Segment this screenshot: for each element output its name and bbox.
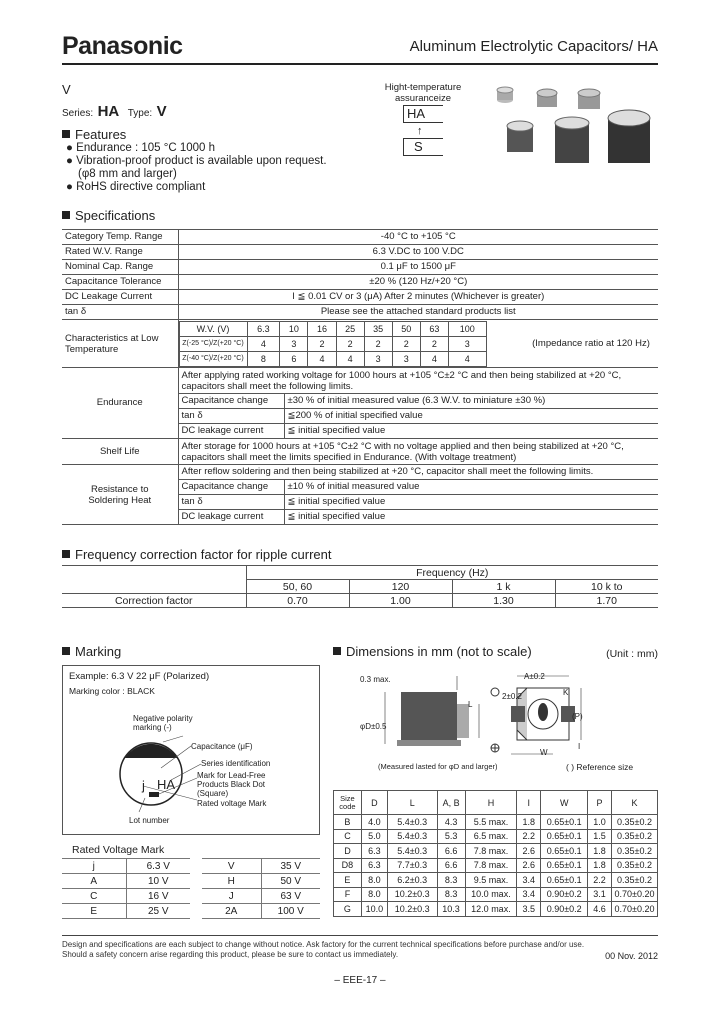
dim-label-d: φD±0.5 [360, 722, 387, 731]
table-row [62, 305, 658, 320]
table-row [62, 320, 658, 368]
dims-cell: 6.3 [361, 858, 387, 873]
dims-cell: 1.0 [588, 815, 612, 830]
dims-header: I [517, 791, 541, 815]
endurance-value: ≦ initial specified value [284, 424, 658, 439]
dims-cell: 0.35±0.2 [612, 844, 658, 859]
dims-cell: 5.4±0.3 [387, 829, 437, 844]
dims-header: K [612, 791, 658, 815]
dims-cell: 10.2±0.3 [387, 887, 437, 902]
wv-cell: 63 [420, 321, 448, 336]
rvm-code: A [62, 874, 126, 889]
tolerance-note: (Measured lasted for φD and larger) [378, 762, 498, 771]
capacitor-large-2-icon [608, 110, 650, 163]
dims-cell: 0.65±0.1 [541, 844, 588, 859]
dims-cell: 0.90±0.2 [541, 887, 588, 902]
section-bullet-icon [62, 647, 70, 655]
ratio-cell: 4 [336, 351, 364, 366]
dims-header: D [361, 791, 387, 815]
dimensions-heading-text: Dimensions in mm (not to scale) [346, 644, 532, 659]
document-title: Aluminum Electrolytic Capacitors/ HA [409, 38, 658, 55]
ratio-cell: 3 [448, 336, 486, 351]
dims-cell: 0.35±0.2 [612, 858, 658, 873]
dims-cell: 0.90±0.2 [541, 902, 588, 917]
footer-line-2: Should a safety concern arise regarding this product, please be sure to contact us immediately. [62, 950, 399, 959]
cap-value-mark: 22 [141, 759, 159, 776]
dim-label-b: A±0.2 [524, 672, 545, 681]
dims-cell: 8.3 [437, 873, 465, 888]
solder-key: DC leakage current [178, 510, 284, 525]
factor-cell: 1.70 [555, 594, 658, 608]
table-row [62, 465, 658, 480]
table-row [62, 904, 320, 919]
frequency-header: Frequency (Hz) [246, 566, 658, 580]
dims-cell: B [334, 815, 362, 830]
dims-cell: 1.8 [588, 858, 612, 873]
ratio-cell: 2 [364, 336, 392, 351]
capacitor-side-icon [401, 692, 457, 744]
dims-cell: 7.8 max. [465, 844, 517, 859]
spec-label: Category Temp. Range [62, 230, 178, 245]
wv-cell: 25 [336, 321, 364, 336]
frequency-cell: 10 k to [555, 580, 658, 594]
factor-label: Correction factor [62, 594, 246, 608]
wv-cell: 100 [448, 321, 486, 336]
solder-key: tan δ [178, 495, 284, 510]
dims-cell: 5.4±0.3 [387, 844, 437, 859]
dims-header: Size code [334, 791, 362, 815]
feature-item: ● Endurance : 105 °C 1000 h [66, 142, 216, 154]
spec-value: -40 °C to +105 °C [178, 230, 658, 245]
dims-cell: 10.0 [361, 902, 387, 917]
dims-cell: G [334, 902, 362, 917]
dims-cell: 0.70±0.20 [612, 887, 658, 902]
endurance-intro-1: After applying rated working voltage for 1000 hours at +105 °C±2 °C and then being stabilized at +20 °C, [181, 369, 622, 381]
endurance-intro [178, 368, 658, 394]
capacitor-small-1-icon [497, 87, 513, 103]
features-heading-text: Features [75, 127, 127, 142]
dims-cell: 2.6 [517, 858, 541, 873]
dims-cell: 3.4 [517, 887, 541, 902]
wv-cell: 10 [280, 321, 308, 336]
reference-note: ( ) Reference size [566, 762, 634, 772]
dims-header: L [387, 791, 437, 815]
dims-cell: 4.3 [437, 815, 465, 830]
ratio-cell: 2 [336, 336, 364, 351]
dims-cell: F [334, 887, 362, 902]
dims-cell: D [334, 844, 362, 859]
table-row [62, 889, 320, 904]
spec-value: ±20 % (120 Hz/+20 °C) [178, 275, 658, 290]
dims-cell: 0.65±0.1 [541, 873, 588, 888]
solder-intro: After reflow soldering and then being stabilized at +20 °C, capacitor shall meet the following limits. [178, 465, 658, 480]
rated-voltage-table [62, 858, 320, 919]
wv-cell: 6.3 [247, 321, 280, 336]
table-row [334, 844, 658, 859]
section-bullet-icon [333, 647, 341, 655]
ratio-cell: 3 [280, 336, 308, 351]
table-row [179, 351, 486, 366]
feature-text: Vibration-proof product is available upon request. [76, 155, 327, 167]
frequency-heading-text: Frequency correction factor for ripple current [75, 547, 332, 562]
table-row [334, 887, 658, 902]
product-type: V [62, 82, 71, 97]
table-row [334, 873, 658, 888]
marking-heading-text: Marking [75, 644, 122, 659]
ratio-cell: 8 [247, 351, 280, 366]
rated-mark-label: Rated voltage Mark [197, 799, 267, 808]
solder-value: ≦ initial specified value [284, 510, 658, 525]
ratio-cell: 6 [280, 351, 308, 366]
ratio-cell: 4 [420, 351, 448, 366]
dims-cell: 2.2 [517, 829, 541, 844]
dims-header: H [465, 791, 517, 815]
table-row [179, 336, 486, 351]
lead-free-dot-icon [149, 792, 159, 797]
marking-heading [62, 644, 121, 659]
dims-cell: 2.2 [588, 873, 612, 888]
dims-cell: 3.4 [517, 873, 541, 888]
feature-text: Endurance : 105 °C 1000 h [76, 142, 216, 154]
feature-text: (φ8 mm and larger) [78, 168, 177, 180]
dims-cell: 0.35±0.2 [612, 829, 658, 844]
dim-label-p: (P) [572, 712, 583, 721]
ratio-cell: 2 [308, 336, 336, 351]
wv-cell: 50 [392, 321, 420, 336]
shelf-text-2: capacitors shall meet the limits specified in Endurance. (With voltage treatment) [181, 451, 517, 463]
section-bullet-icon [62, 211, 70, 219]
dims-cell: 6.3 [361, 844, 387, 859]
solder-label [62, 465, 178, 525]
dims-cell: 1.8 [588, 844, 612, 859]
frequency-cell: 120 [349, 580, 452, 594]
feature-item: ● Vibration-proof product is available upon request. [66, 155, 327, 167]
dims-cell: 7.8 max. [465, 858, 517, 873]
table-row [334, 902, 658, 917]
dims-cell: 1.5 [588, 829, 612, 844]
ratio-cell: 4 [247, 336, 280, 351]
rated-voltage-heading: Rated Voltage Mark [72, 844, 165, 856]
leadfree-3: (Square) [197, 789, 229, 798]
header-divider [62, 63, 658, 65]
impedance-note: (Impedance ratio at 120 Hz) [524, 320, 658, 368]
dims-cell: 5.3 [437, 829, 465, 844]
table-row [62, 859, 320, 874]
diagram-title-1: Hight-temperature [384, 82, 462, 93]
dims-cell: 6.5 max. [465, 829, 517, 844]
page-number: – EEE-17 – [334, 975, 386, 986]
dims-cell: 6.6 [437, 858, 465, 873]
specifications-heading-text: Specifications [75, 208, 156, 223]
lowtemp-label: Characteristics at Low Temperature [62, 320, 178, 368]
rvm-voltage: 16 V [126, 889, 190, 904]
spec-label: Nominal Cap. Range [62, 260, 178, 275]
solder-label-2: Soldering Heat [88, 494, 152, 506]
table-row [62, 260, 658, 275]
footer-divider [62, 935, 658, 936]
dims-cell: 8.3 [437, 887, 465, 902]
type-label: Type: [127, 108, 153, 119]
ratio-cell: 4 [448, 351, 486, 366]
table-row [62, 439, 658, 465]
table-row [62, 275, 658, 290]
type-value: V [156, 103, 167, 120]
dim-label-a: 0.3 max. [360, 675, 391, 684]
product-photo [485, 78, 660, 173]
spec-label: DC Leakage Current [62, 290, 178, 305]
shelf-text-1: After storage for 1000 hours at +105 °C±2 °C with no voltage applied and then being stabilized at +20 °C, [181, 440, 624, 452]
endurance-value: ±30 % of initial measured value (6.3 W.V. to miniature ±30 %) [284, 394, 658, 409]
feature-text: RoHS directive compliant [76, 181, 206, 193]
shelf-text [178, 439, 658, 465]
endurance-label: Endurance [62, 368, 178, 439]
spec-value: 6.3 V.DC to 100 V.DC [178, 245, 658, 260]
dims-cell: 4.6 [588, 902, 612, 917]
dims-cell: 12.0 max. [465, 902, 517, 917]
section-bullet-icon [62, 550, 70, 558]
factor-cell: 0.70 [246, 594, 349, 608]
rvm-code: C [62, 889, 126, 904]
dims-cell: 0.70±0.20 [612, 902, 658, 917]
brand-logo: Panasonic [62, 32, 183, 60]
feature-item: ● RoHS directive compliant [66, 181, 206, 193]
endurance-key: Capacitance change [178, 394, 284, 409]
dims-cell: D8 [334, 858, 362, 873]
footer-date: 00 Nov. 2012 [605, 951, 658, 961]
section-bullet-icon [62, 130, 70, 138]
footer-notice [62, 940, 584, 960]
shelf-label: Shelf Life [62, 439, 178, 465]
table-row [62, 368, 658, 394]
specifications-table [62, 229, 658, 525]
dims-cell: 7.7±0.3 [387, 858, 437, 873]
dims-header: A, B [437, 791, 465, 815]
dimensions-table [333, 790, 658, 917]
table-row [334, 791, 658, 815]
dims-cell: 0.35±0.2 [612, 873, 658, 888]
leadfree-2: Products Black Dot [197, 780, 266, 789]
spec-label: Capacitance Tolerance [62, 275, 178, 290]
spec-value: 0.1 μF to 1500 μF [178, 260, 658, 275]
feature-item [66, 168, 327, 181]
lowtemp-table [179, 321, 487, 367]
series-line [62, 103, 167, 121]
rvm-voltage: 25 V [126, 904, 190, 919]
rvm-code: E [62, 904, 126, 919]
dims-cell: 0.65±0.1 [541, 858, 588, 873]
dim-label-k: K [563, 688, 569, 697]
table-row [62, 230, 658, 245]
solder-key: Capacitance change [178, 480, 284, 495]
wv-cell: 16 [308, 321, 336, 336]
rvm-code: j [62, 859, 126, 874]
factor-cell: 1.30 [452, 594, 555, 608]
rvm-voltage: 6.3 V [126, 859, 190, 874]
dims-cell: 8.0 [361, 887, 387, 902]
dims-cell: 2.6 [517, 844, 541, 859]
dims-cell: 9.5 max. [465, 873, 517, 888]
dims-cell: 5.5 max. [465, 815, 517, 830]
leadfree-1: Mark for Lead-Free [197, 771, 266, 780]
dims-cell: 6.2±0.3 [387, 873, 437, 888]
frequency-table [62, 565, 658, 608]
dims-cell: 5.0 [361, 829, 387, 844]
lot-number-label: Lot number [129, 816, 170, 825]
wv-label: W.V. (V) [179, 321, 247, 336]
series-label: Series: [62, 108, 94, 119]
capacitor-large-1-icon [555, 117, 589, 163]
series-id-label: Series identification [201, 759, 271, 768]
specifications-heading [62, 208, 155, 223]
dims-cell: 10.3 [437, 902, 465, 917]
ratio-cell: 2 [420, 336, 448, 351]
features-heading [62, 127, 126, 142]
spec-value: Please see the attached standard products list [178, 305, 658, 320]
rvm-code: J [202, 889, 261, 904]
marking-color: Marking color : BLACK [69, 686, 155, 696]
dims-cell: 6.6 [437, 844, 465, 859]
rvm-code: 2A [202, 904, 261, 919]
arrow-up-icon: ↑ [417, 125, 423, 137]
volt-code-mark: j [142, 778, 145, 793]
dims-cell: C [334, 829, 362, 844]
dim-label-l: L [468, 700, 473, 709]
table-row [334, 829, 658, 844]
ratio-cell: 3 [392, 351, 420, 366]
frequency-cell: 1 k [452, 580, 555, 594]
ratio-cell: 3 [364, 351, 392, 366]
capacitor-small-3-icon [578, 89, 600, 109]
dim-label-w: W [540, 748, 548, 757]
table-row [62, 566, 658, 580]
capacitance-label: Capacitance (μF) [191, 742, 253, 751]
series-diagram [368, 82, 478, 104]
series-code-mark: HA [157, 777, 176, 792]
rvm-code: V [202, 859, 261, 874]
dims-cell: 5.4±0.3 [387, 815, 437, 830]
dims-cell: 10.0 max. [465, 887, 517, 902]
features-list [66, 142, 327, 194]
table-row [179, 321, 486, 336]
frequency-cell: 50, 60 [246, 580, 349, 594]
dims-cell: 0.35±0.2 [612, 815, 658, 830]
ratio-label: Z(-40 °C)/Z(+20 °C) [179, 351, 247, 366]
dimensions-heading [333, 644, 532, 659]
table-row [62, 594, 658, 608]
dims-cell: 3.1 [588, 887, 612, 902]
wv-cell: 35 [364, 321, 392, 336]
table-row [62, 245, 658, 260]
table-row [62, 580, 658, 594]
dims-cell: 3.5 [517, 902, 541, 917]
marking-example: Example: 6.3 V 22 μF (Polarized) [69, 671, 210, 682]
ratio-label: Z(-25 °C)/Z(+20 °C) [179, 336, 247, 351]
dims-header: P [588, 791, 612, 815]
dims-cell: 10.2±0.3 [387, 902, 437, 917]
capacitor-small-2-icon [537, 89, 557, 107]
endurance-value: ≦200 % of initial specified value [284, 409, 658, 424]
rvm-voltage: 50 V [261, 874, 320, 889]
diagram-box-top: HA [403, 105, 443, 123]
dims-cell: 1.8 [517, 815, 541, 830]
endurance-key: tan δ [178, 409, 284, 424]
dims-cell: E [334, 873, 362, 888]
marking-box [62, 665, 320, 835]
table-row [62, 290, 658, 305]
table-row [62, 874, 320, 889]
spec-label: Rated W.V. Range [62, 245, 178, 260]
spec-label: tan δ [62, 305, 178, 320]
rvm-voltage: 10 V [126, 874, 190, 889]
neg-polarity-1: Negative polarity [133, 714, 193, 723]
endurance-intro-2: capacitors shall meet the following limits. [181, 380, 354, 392]
dims-cell: 0.65±0.1 [541, 815, 588, 830]
dims-cell: 0.65±0.1 [541, 829, 588, 844]
dim-label-c: 2±0.2 [502, 692, 522, 701]
ratio-cell: 4 [308, 351, 336, 366]
series-value: HA [97, 103, 120, 120]
rvm-voltage: 100 V [261, 904, 320, 919]
polarity-band-icon [125, 744, 177, 758]
lowtemp-cell [178, 320, 524, 368]
dims-cell: 8.0 [361, 873, 387, 888]
solder-label-1: Resistance to [90, 483, 149, 495]
dim-label-i: I [578, 742, 581, 751]
dims-cell: 4.0 [361, 815, 387, 830]
factor-cell: 1.00 [349, 594, 452, 608]
dims-header: W [541, 791, 588, 815]
footer-line-1: Design and specifications are each subject to change without notice. Ask factory for the current technical specifications before purchase and/or use. [62, 940, 585, 949]
ratio-cell: 2 [392, 336, 420, 351]
neg-polarity-label [133, 714, 193, 732]
leadfree-label [197, 771, 265, 798]
rvm-voltage: 35 V [261, 859, 320, 874]
spec-value: I ≦ 0.01 CV or 3 (μA) After 2 minutes (Whichever is greater) [178, 290, 658, 305]
neg-polarity-2: marking (-) [133, 723, 172, 732]
unit-label: (Unit : mm) [606, 648, 658, 660]
endurance-key: DC leakage current [178, 424, 284, 439]
solder-value: ±10 % of initial measured value [284, 480, 658, 495]
rvm-code: H [202, 874, 261, 889]
frequency-heading [62, 547, 332, 562]
capacitor-medium-icon [507, 121, 533, 152]
diagram-box-bottom: S [403, 138, 443, 156]
table-row [334, 815, 658, 830]
table-row [334, 858, 658, 873]
diagram-title-2: assuranceize [395, 93, 451, 104]
solder-value: ≦ initial specified value [284, 495, 658, 510]
rvm-voltage: 63 V [261, 889, 320, 904]
